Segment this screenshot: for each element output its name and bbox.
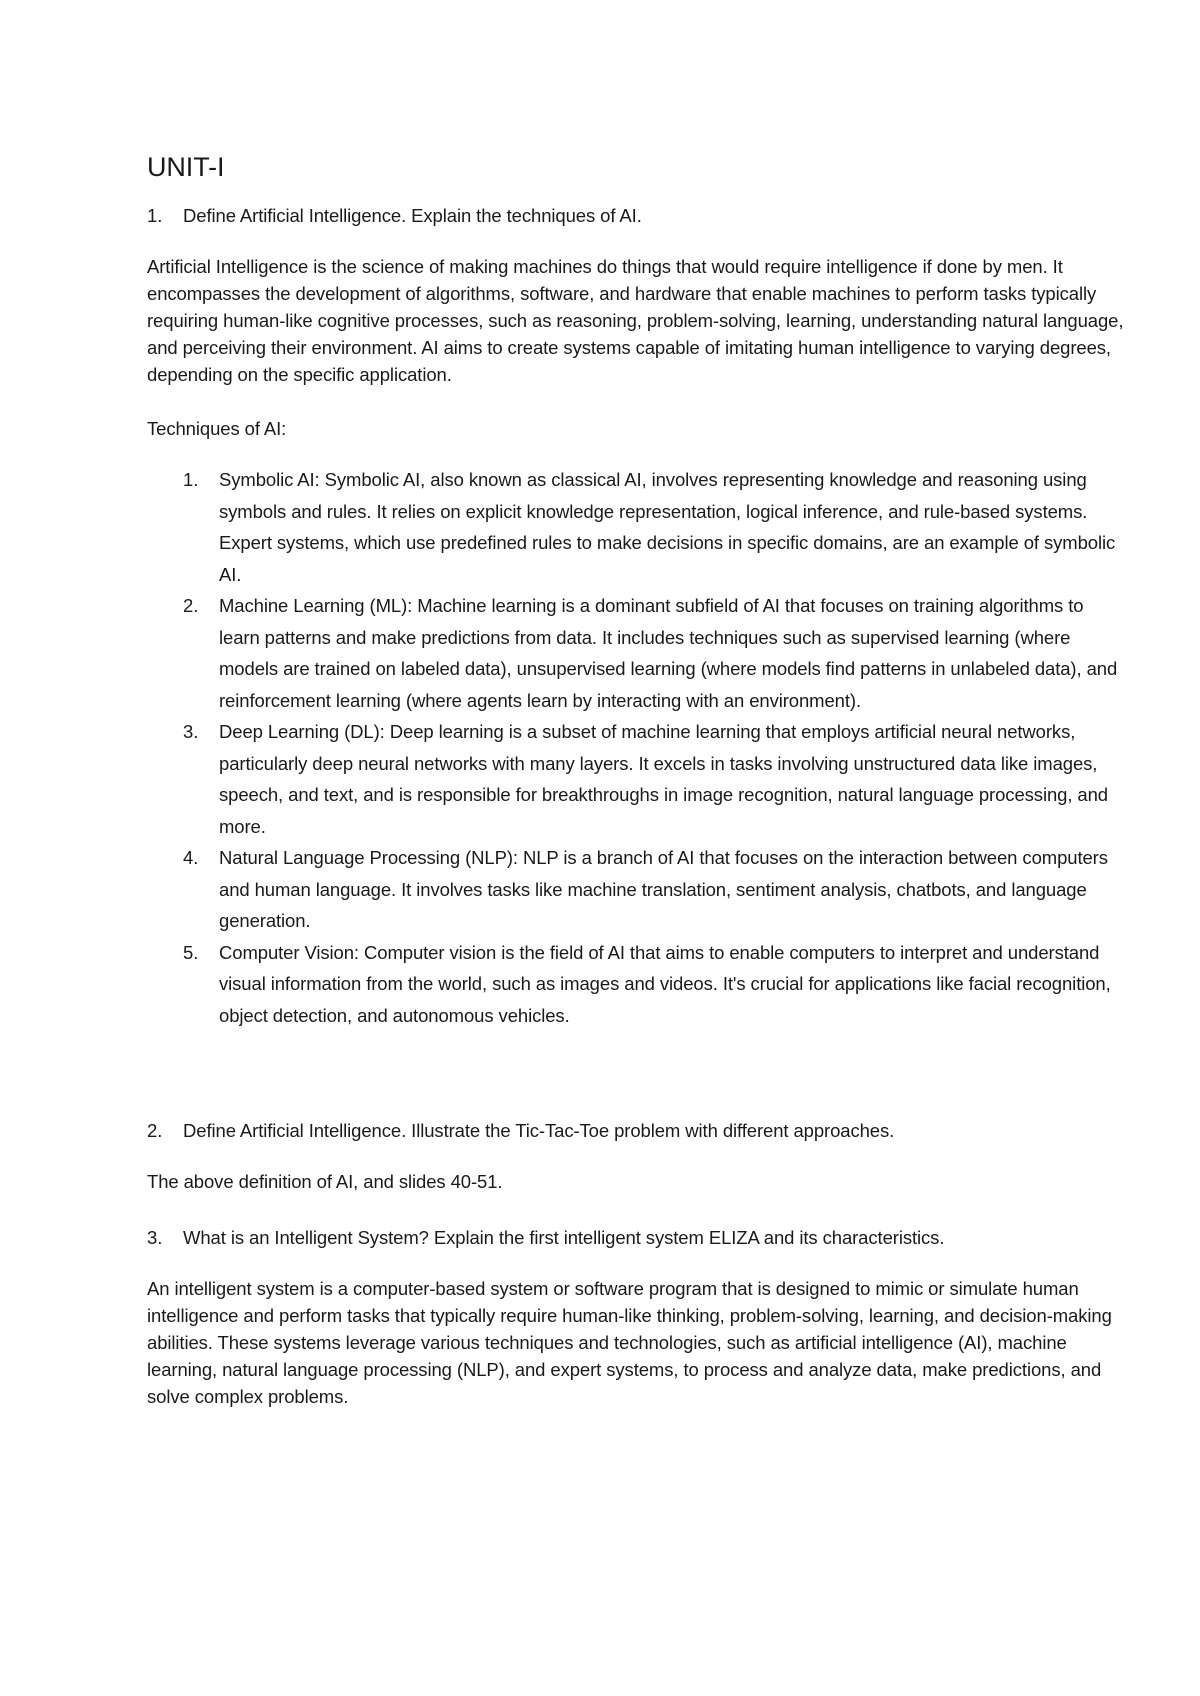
- answer-2-paragraph: The above definition of AI, and slides 40-51.: [147, 1171, 503, 1192]
- list-item-text: Machine Learning (ML): Machine learning is a dominant subfield of AI that focuses on training algorithms to learn patterns and make predictions from data. It includes techniques such as supervised learning (where models are trained on labeled data), unsupervised learning (where models find patterns in unlabeled data), and reinforcement learning (where agents learn by interacting with an environment).: [219, 595, 1118, 711]
- list-item-number: 5.: [183, 941, 199, 963]
- list-item-number: 3.: [183, 721, 199, 742]
- answer-3-paragraph: An intelligent system is a computer-based system or software program that is designed to mimic or simulate human intelligence and perform tasks that typically require human-like thinking, problem-solving, learning, and decision-making abilities. These systems leverage various techniques and technologies, such as artificial intelligence (AI), machine learning, natural language processing (NLP), and expert systems, to process and analyze data, make predictions, and solve complex problems.: [147, 1278, 1112, 1407]
- question-text: Define Artificial Intelligence. Explain the techniques of AI.: [183, 205, 642, 226]
- list-item: [147, 590, 1127, 716]
- list-item-text: Natural Language Processing (NLP): NLP is a branch of AI that focuses on the interaction between computers and human language. It involves tasks like machine translation, sentiment analysis, chatbots, and language generation.: [219, 847, 1108, 931]
- question-text: Define Artificial Intelligence. Illustrate the Tic-Tac-Toe problem with different approaches.: [183, 1120, 895, 1141]
- list-item-number: 1.: [183, 469, 199, 490]
- question-3: [147, 1224, 1127, 1251]
- document-body: [147, 150, 1127, 1410]
- list-item: [147, 464, 1127, 590]
- list-item: [147, 716, 1127, 842]
- list-item-number: 4.: [183, 847, 199, 868]
- question-number: 3.: [147, 1227, 163, 1248]
- techniques-heading: Techniques of AI:: [147, 418, 287, 439]
- question-1: [147, 202, 1127, 229]
- techniques-list: [147, 464, 1127, 1031]
- question-number: 2.: [147, 1120, 163, 1141]
- list-item: [147, 842, 1127, 937]
- question-number: 1.: [147, 205, 163, 226]
- question-2: [147, 1117, 1127, 1144]
- question-text: What is an Intelligent System? Explain the first intelligent system ELIZA and its characteristics.: [183, 1227, 945, 1248]
- unit-heading: UNIT-I: [147, 152, 225, 182]
- list-item-text: Deep Learning (DL): Deep learning is a subset of machine learning that employs artificial neural networks, particularly deep neural networks with many layers. It excels in tasks involving unstructured data like images, speech, and text, and is responsible for breakthroughs in image recognition, natural language processing, and more.: [219, 721, 1108, 837]
- list-item: [147, 937, 1127, 1032]
- list-item-number: 2.: [183, 595, 199, 616]
- list-item-text: Computer Vision: Computer vision is the field of AI that aims to enable computers to interpret and understand visual information from the world, such as images and videos. It's crucial for applications like facial recognition, object detection, and autonomous vehicles.: [219, 941, 1111, 1026]
- list-item-text: Symbolic AI: Symbolic AI, also known as classical AI, involves representing knowledge and reasoning using symbols and rules. It relies on explicit knowledge representation, logical inference, and rule-based systems. Expert systems, which use predefined rules to make decisions in specific domains, are an example of symbolic AI.: [219, 469, 1116, 585]
- answer-1-paragraph: Artificial Intelligence is the science of making machines do things that would require intelligence if done by men. It encompasses the development of algorithms, software, and hardware that enable machines to perform tasks typically requiring human-like cognitive processes, such as reasoning, problem-solving, learning, understanding natural language, and perceiving their environment. AI aims to create systems capable of imitating human intelligence to varying degrees, depending on the specific application.: [147, 256, 1124, 385]
